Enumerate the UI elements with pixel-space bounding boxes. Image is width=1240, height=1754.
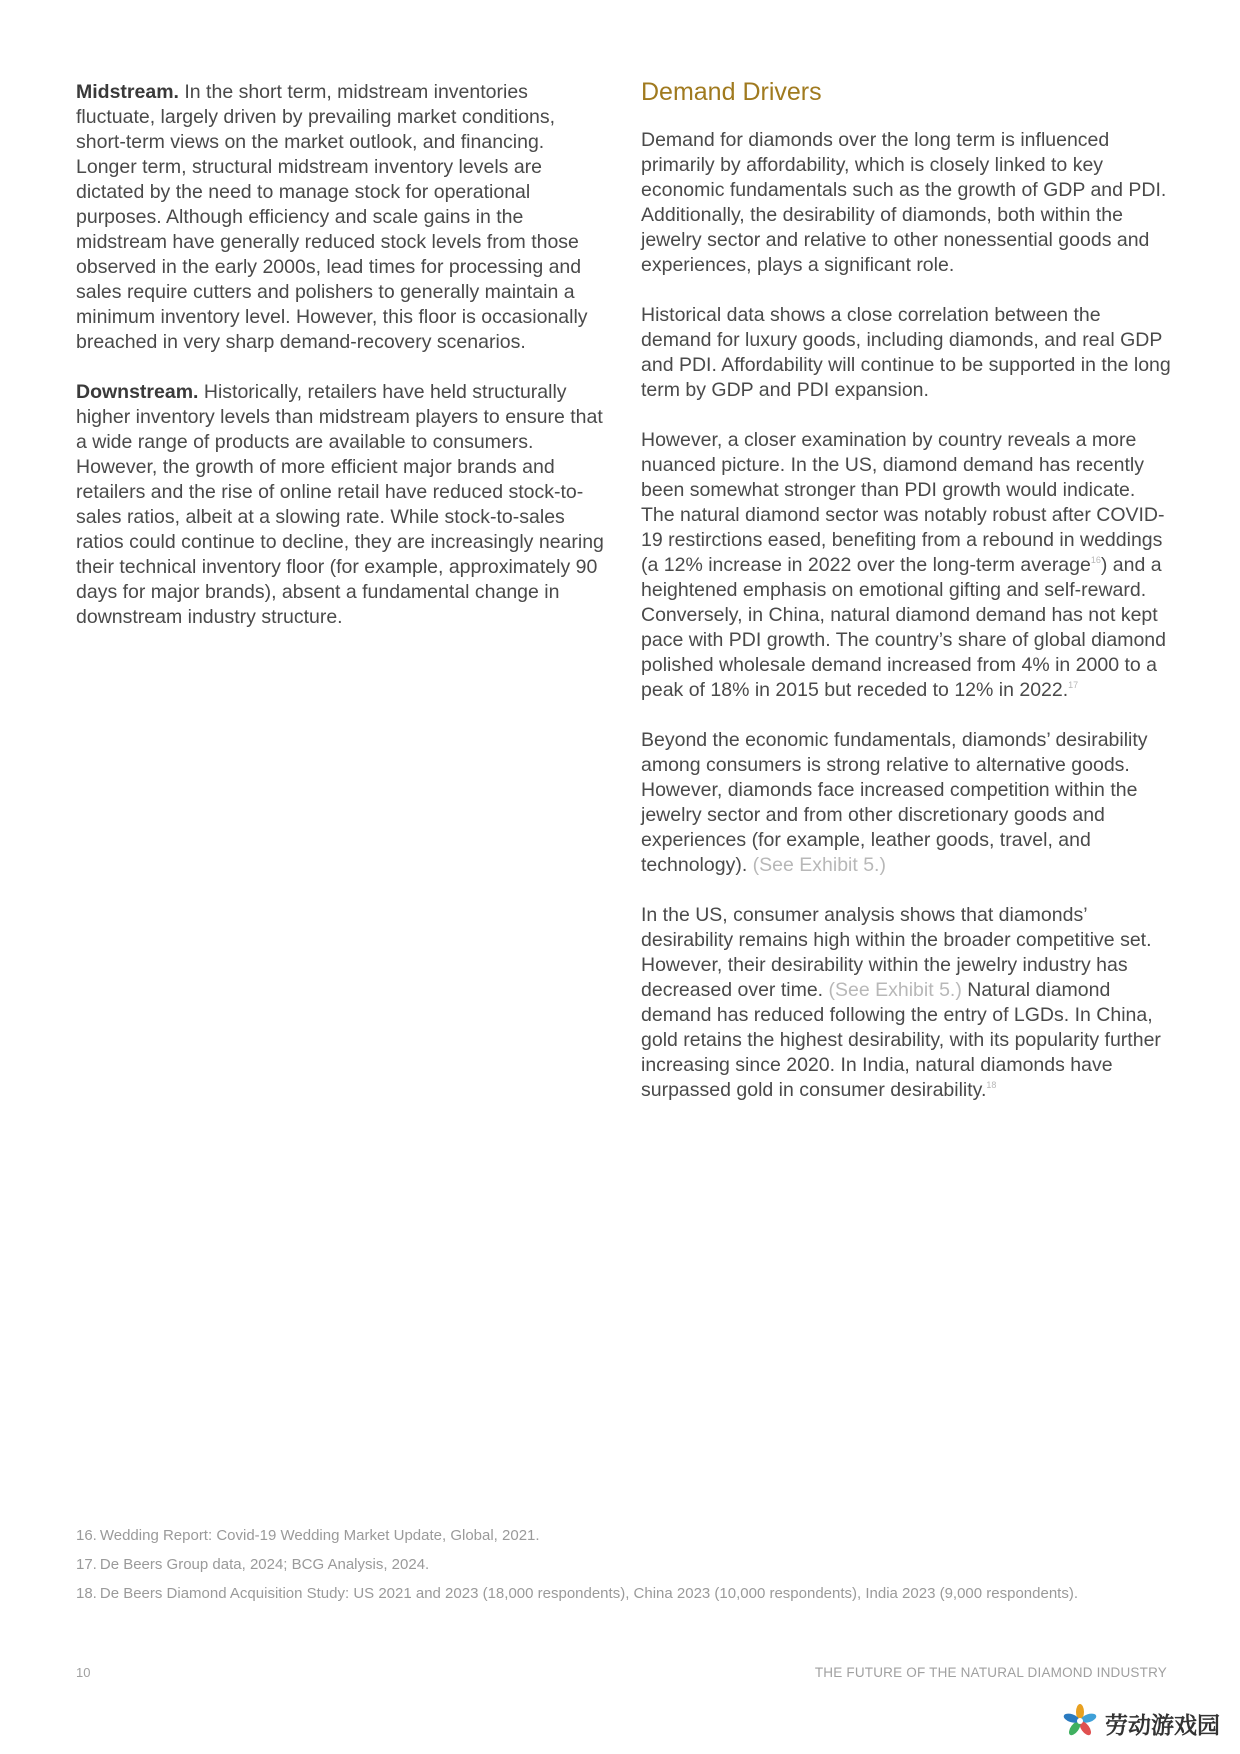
paragraph-text: Natural diamond demand has reduced following the entry of LGDs. In China, gold retains the highest desirability, with its popularity further increasing since 2020. In India, natural diamonds have surpassed gold in consumer desirability. [641,979,1161,1101]
footnote-text: De Beers Diamond Acquisition Study: US 2021 and 2023 (18,000 respondents), China 2023 (10,000 respondents), India 2023 (9,000 respondents). [99,1585,1079,1602]
footnote-number: 18. [76,1585,97,1602]
downstream-body: Historically, retailers have held structurally higher inventory levels than midstream players to ensure that a wide range of products are available to consumers. However, the growth of more efficient major brands and retailers and the rise of online retail have reduced stock-to-sales ratios, albeit at a slowing rate. While stock-to-sales ratios could continue to decline, they are increasingly nearing their technical inventory floor (for example, approximately 90 days for major brands), absent a fundamental change in downstream industry structure. [76,381,604,628]
midstream-paragraph [76,80,604,355]
exhibit-reference-link[interactable]: (See Exhibit 5.) [828,979,962,1001]
footnote-text: De Beers Group data, 2024; BCG Analysis, 2024. [99,1556,430,1573]
footnote-marker[interactable]: 16 [1090,555,1101,565]
footnote-number: 16. [76,1527,97,1544]
paragraph-text: Beyond the economic fundamentals, diamonds’ desirability among consumers is strong relative to alternative goods. However, diamonds face increased competition within the jewelry sector and from other discretionary goods and experiences (for example, leather goods, travel, and technology). [641,729,1148,876]
left-column [76,80,604,655]
downstream-paragraph [76,380,604,630]
footnote-marker[interactable]: 17 [1068,680,1079,690]
page-number: 10 [76,1665,91,1680]
exhibit-reference-link[interactable]: (See Exhibit 5.) [752,854,886,876]
paragraph-country-examination [641,428,1173,703]
paragraph-affordability: Demand for diamonds over the long term is influenced primarily by affordability, which is closely linked to key economic fundamentals such as the growth of GDP and PDI. Additionally, the desirability of diamonds, both within the jewelry sector and relative to other nonessential goods and experiences, plays a significant role. [641,129,1167,276]
running-title: THE FUTURE OF THE NATURAL DIAMOND INDUSTRY [814,1665,1167,1680]
midstream-body: In the short term, midstream inventories fluctuate, largely driven by prevailing market conditions, short-term views on the market outlook, and financing. Longer term, structural midstream inventory levels are dictated by the need to manage stock for operational purposes. Although efficiency and scale gains in the midstream have generally reduced stock levels from those observed in the early 2000s, lead times for processing and sales require cutters and polishers to generally maintain a minimum inventory level. However, this floor is occasionally breached in very sharp demand-recovery scenarios. [76,81,588,353]
paragraph-text: ) and a heightened emphasis on emotional gifting and self-reward. Conversely, in China, natural diamond demand has not kept pace with PDI growth. The country’s share of global diamond polished wholesale demand increased from 4% in 2000 to a peak of 18% in 2015 but receded to 12% in 2022. [641,554,1166,701]
paragraph-consumer-analysis [641,903,1173,1103]
footnotes [76,1526,1176,1613]
paragraph-desirability [641,728,1173,878]
footnote-text: Wedding Report: Covid-19 Wedding Market Update, Global, 2021. [99,1527,540,1544]
paragraph-text: However, a closer examination by country reveals a more nuanced picture. In the US, diamond demand has recently been somewhat stronger than PDI growth would indicate. The natural diamond sector was notably robust after COVID-19 restirctions eased, benefiting from a rebound in weddings (a 12% increase in 2022 over the long-term average [641,429,1165,576]
watermark-text: 劳动游戏园 [1105,1712,1220,1739]
footnote-item [76,1584,1176,1613]
pinwheel-logo-icon [1061,1702,1099,1745]
paragraph-historical-data: Historical data shows a close correlation between the demand for luxury goods, including diamonds, and real GDP and PDI. Affordability will continue to be supported in the long term by GDP and PDI expansion. [641,304,1171,401]
paragraph-text: In the US, consumer analysis shows that diamonds’ desirability remains high within the broader competitive set. However, their desirability within the jewelry industry has decreased over time. [641,904,1152,1001]
footnote-marker[interactable]: 18 [986,1080,997,1090]
footnote-item [76,1555,1176,1584]
footnote-item [76,1526,1176,1555]
downstream-lead: Downstream. [76,381,199,403]
midstream-lead: Midstream. [76,81,179,103]
watermark [1061,1702,1220,1745]
footnote-number: 17. [76,1556,97,1573]
right-column [641,76,1173,1128]
section-heading: Demand Drivers [641,78,822,106]
